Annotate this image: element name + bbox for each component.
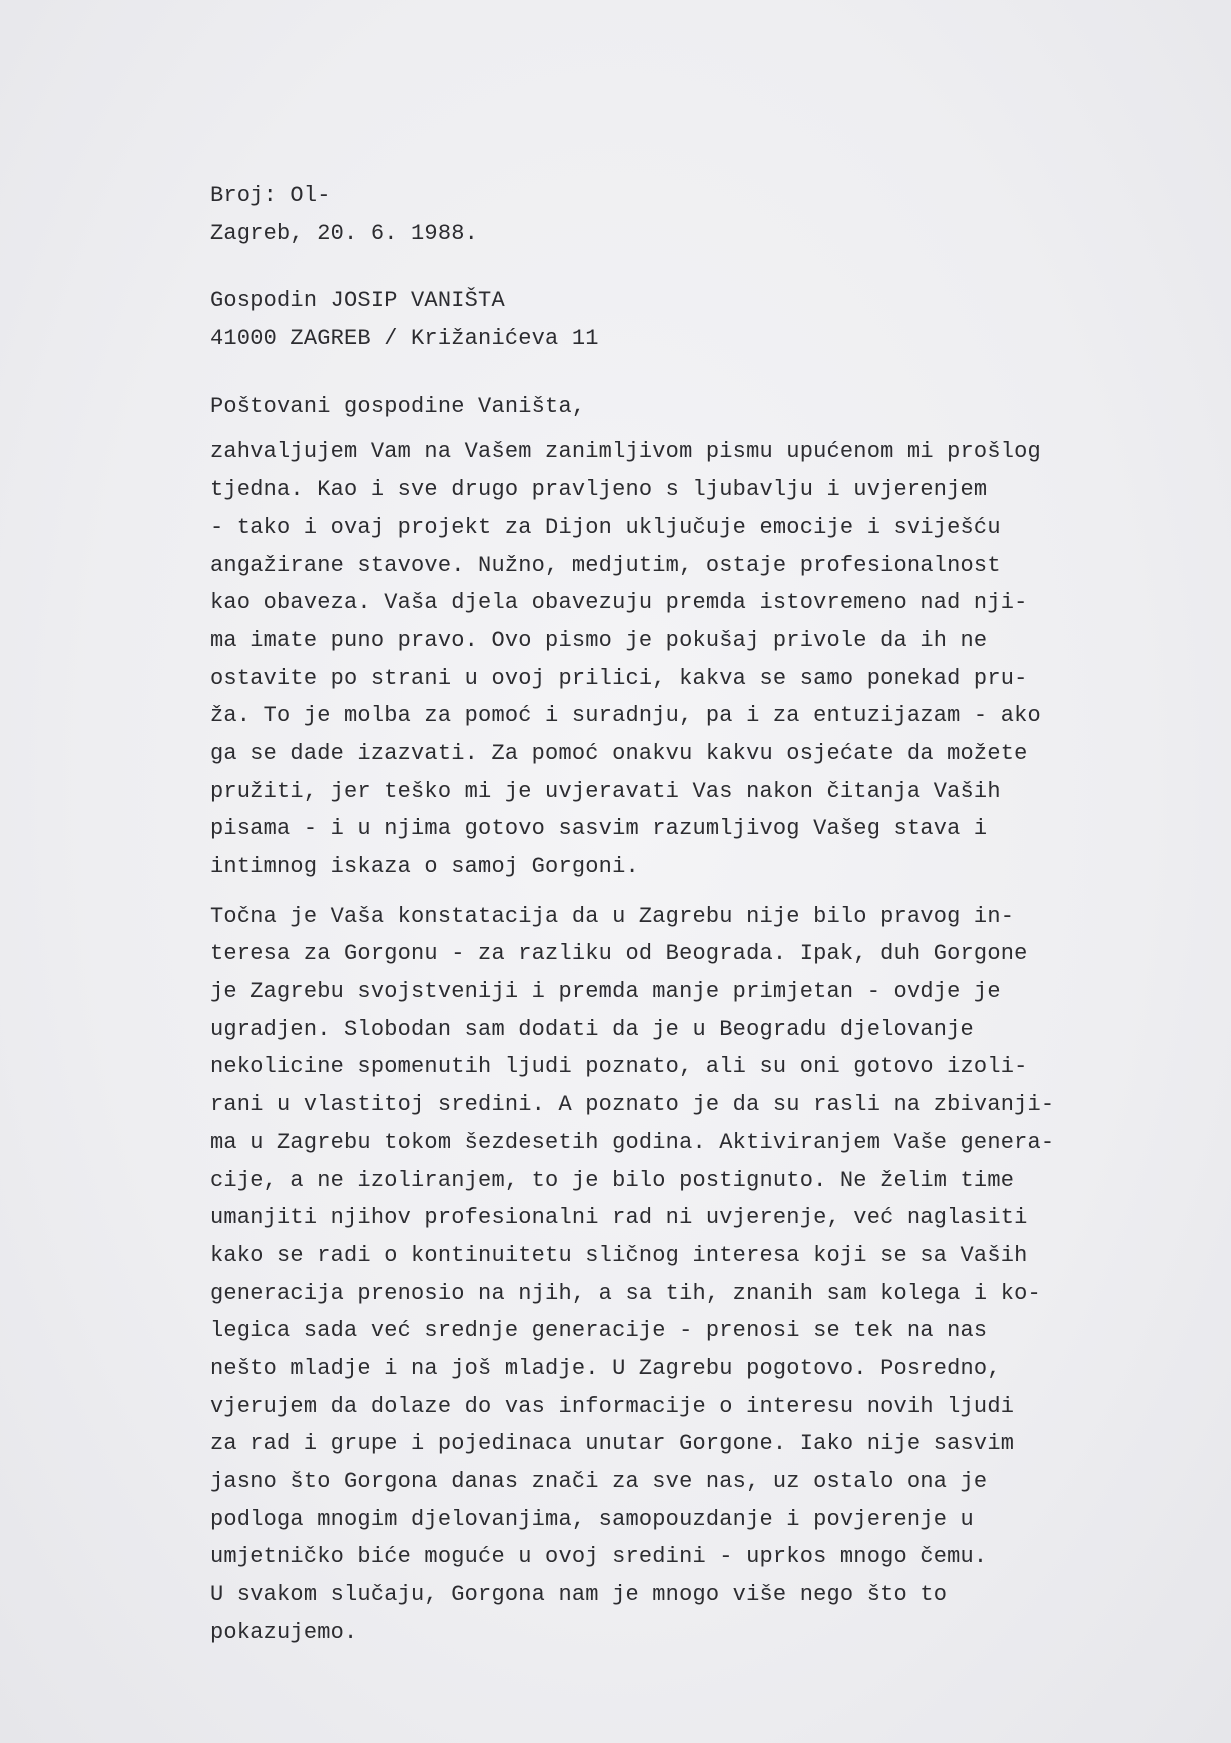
- text-line: legica sada već srednje generacije - prenosi se tek na nas: [210, 1318, 988, 1344]
- paragraph-1: [210, 433, 1170, 885]
- text-line: vjerujem da dolaze do vas informacije o interesu novih ljudi: [210, 1393, 1015, 1419]
- recipient-name: Gospodin JOSIP VANIŠTA: [210, 288, 505, 314]
- text-line: ugradjen. Slobodan sam dodati da je u Beogradu djelovanje: [210, 1016, 974, 1042]
- text-line: angažirane stavove. Nužno, medjutim, ostaje profesionalnost: [210, 552, 1001, 578]
- text-line: je Zagrebu svojstveniji i premda manje primjetan - ovdje je: [210, 979, 1001, 1005]
- text-line: umjetničko biće moguće u ovoj sredini - uprkos mnogo čemu.: [210, 1544, 988, 1570]
- text-line: podloga mnogim djelovanjima, samopouzdanje i povjerenje u: [210, 1506, 974, 1532]
- text-line: generacija prenosio na njih, a sa tih, znanih sam kolega i ko-: [210, 1280, 1041, 1306]
- text-line: nekolicine spomenutih ljudi poznato, ali su oni gotovo izoli-: [210, 1054, 1028, 1080]
- text-line: U svakom slučaju, Gorgona nam je mnogo više nego što to: [210, 1582, 948, 1608]
- text-line: ma u Zagrebu tokom šezdesetih godina. Aktiviranjem Vaše genera-: [210, 1129, 1055, 1155]
- text-line: ga se dade izazvati. Za pomoć onakvu kakvu osjećate da možete: [210, 740, 1028, 766]
- text-line: jasno što Gorgona danas znači za sve nas, uz ostalo ona je: [210, 1469, 988, 1494]
- reference-block: [210, 177, 1170, 252]
- salutation-block: [210, 388, 1170, 426]
- text-line: Točna je Vaša konstatacija da u Zagrebu nije bilo pravog in-: [210, 903, 1015, 929]
- text-line: pisama - i u njima gotovo sasvim razumljivog Vašeg stava i: [210, 816, 988, 842]
- recipient-street: 41000 ZAGREB / Križanićeva 11: [210, 326, 599, 352]
- recipient-address: [210, 282, 1170, 357]
- text-line: za rad i grupe i pojedinaca unutar Gorgone. Iako nije sasvim: [210, 1431, 1015, 1457]
- text-line: pružiti, jer teško mi je uvjeravati Vas nakon čitanja Vaših: [210, 778, 1001, 804]
- text-line: pokazujemo.: [210, 1619, 358, 1645]
- salutation: Poštovani gospodine Vaništa,: [210, 393, 586, 419]
- text-line: zahvaljujem Vam na Vašem zanimljivom pismu upućenom mi prošlog: [210, 439, 1041, 465]
- text-line: rani u vlastitoj sredini. A poznato je da su rasli na zbivanji-: [210, 1092, 1055, 1118]
- text-line: kao obaveza. Vaša djela obavezuju premda istovremeno nad nji-: [210, 590, 1028, 616]
- letter-body: [210, 177, 1170, 1651]
- reference-number: Broj: Ol-: [210, 183, 331, 208]
- text-line: cije, a ne izoliranjem, to je bilo postignuto. Ne želim time: [210, 1167, 1015, 1193]
- text-line: nešto mladje i na još mladje. U Zagrebu pogotovo. Posredno,: [210, 1355, 1001, 1381]
- text-line: umanjiti njihov profesionalni rad ni uvjerenje, već naglasiti: [210, 1205, 1028, 1231]
- place-and-date: Zagreb, 20. 6. 1988.: [210, 220, 479, 246]
- text-line: ža. To je molba za pomoć i suradnju, pa i za entuzijazam - ako: [210, 703, 1041, 729]
- text-line: - tako i ovaj projekt za Dijon uključuje emocije i sviješću: [210, 514, 1001, 540]
- text-line: tjedna. Kao i sve drugo pravljeno s ljubavlju i uvjerenjem: [210, 477, 988, 503]
- text-line: ostavite po strani u ovoj prilici, kakva se samo ponekad pru-: [210, 665, 1028, 691]
- text-line: intimnog iskaza o samoj Gorgoni.: [210, 854, 639, 879]
- text-line: teresa za Gorgonu - za razliku od Beograda. Ipak, duh Gorgone: [210, 941, 1028, 967]
- paragraph-2: [210, 898, 1170, 1652]
- text-line: kako se radi o kontinuitetu sličnog interesa koji se sa Vaših: [210, 1242, 1028, 1268]
- text-line: ma imate puno pravo. Ovo pismo je pokušaj privole da ih ne: [210, 627, 988, 653]
